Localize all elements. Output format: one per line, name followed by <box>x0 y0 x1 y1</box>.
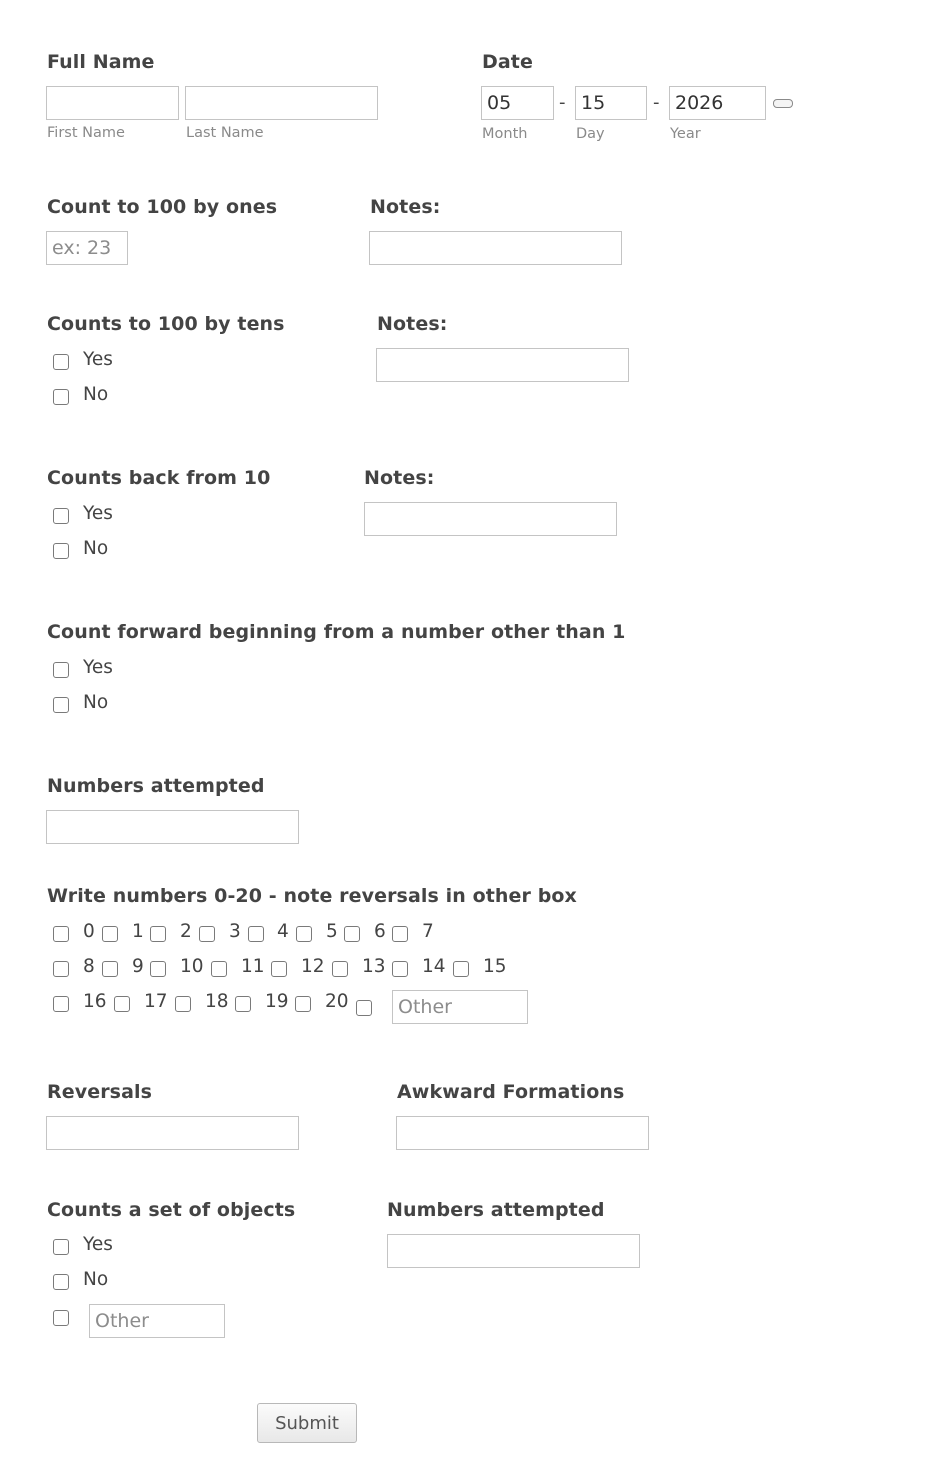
number-2-label: 2 <box>180 921 192 942</box>
month-sublabel: Month <box>482 126 528 142</box>
count-back-yes-label: Yes <box>83 503 113 524</box>
number-13-checkbox[interactable] <box>332 961 348 977</box>
counts-set-other-checkbox[interactable] <box>53 1310 69 1326</box>
count-back-notes-label: Notes: <box>364 467 435 489</box>
count-ones-input[interactable] <box>46 231 128 265</box>
number-3-checkbox[interactable] <box>199 926 215 942</box>
day-sublabel: Day <box>576 126 605 142</box>
count-back-notes-input[interactable] <box>364 502 617 536</box>
count-back-label: Counts back from 10 <box>47 467 271 489</box>
count-tens-notes-input[interactable] <box>376 348 629 382</box>
awkward-formations-input[interactable] <box>396 1116 649 1150</box>
number-16-checkbox[interactable] <box>53 996 69 1012</box>
number-0-checkbox[interactable] <box>53 926 69 942</box>
number-13-label: 13 <box>362 956 386 977</box>
month-input[interactable] <box>481 86 554 120</box>
first-name-sublabel: First Name <box>47 125 125 141</box>
number-18-label: 18 <box>205 991 229 1012</box>
number-11-checkbox[interactable] <box>211 961 227 977</box>
reversals-label: Reversals <box>47 1081 153 1103</box>
number-0-label: 0 <box>83 921 95 942</box>
first-name-input[interactable] <box>46 86 179 120</box>
number-1-label: 1 <box>132 921 144 942</box>
number-17-label: 17 <box>144 991 168 1012</box>
count-forward-yes-label: Yes <box>83 657 113 678</box>
number-9-label: 9 <box>132 956 144 977</box>
number-20-label: 20 <box>325 991 349 1012</box>
number-2-checkbox[interactable] <box>150 926 166 942</box>
number-other-input[interactable] <box>392 990 528 1024</box>
count-tens-no-label: No <box>83 384 109 405</box>
number-3-label: 3 <box>229 921 241 942</box>
number-10-checkbox[interactable] <box>150 961 166 977</box>
year-sublabel: Year <box>670 126 701 142</box>
number-6-checkbox[interactable] <box>344 926 360 942</box>
number-19-label: 19 <box>265 991 289 1012</box>
last-name-sublabel: Last Name <box>186 125 264 141</box>
count-forward-label: Count forward beginning from a number other than 1 <box>47 621 626 643</box>
number-12-checkbox[interactable] <box>271 961 287 977</box>
count-tens-label: Counts to 100 by tens <box>47 313 285 335</box>
date-separator: - <box>559 92 566 113</box>
number-4-label: 4 <box>277 921 289 942</box>
count-tens-yes-label: Yes <box>83 349 113 370</box>
count-tens-yes-checkbox[interactable] <box>53 354 69 370</box>
count-forward-no-label: No <box>83 692 109 713</box>
counts-set-no-label: No <box>83 1269 109 1290</box>
number-other-checkbox[interactable] <box>356 1000 372 1016</box>
counts-set-label: Counts a set of objects <box>47 1199 296 1221</box>
last-name-input[interactable] <box>185 86 378 120</box>
number-20-checkbox[interactable] <box>295 996 311 1012</box>
date-separator: - <box>653 92 660 113</box>
counts-set-no-checkbox[interactable] <box>53 1274 69 1290</box>
date-label: Date <box>482 51 533 73</box>
calendar-icon[interactable] <box>773 99 793 108</box>
write-numbers-label: Write numbers 0-20 - note reversals in other box <box>47 885 577 907</box>
number-11-label: 11 <box>241 956 265 977</box>
count-back-no-checkbox[interactable] <box>53 543 69 559</box>
counts-set-numbers-attempted-input[interactable] <box>387 1234 640 1268</box>
count-tens-no-checkbox[interactable] <box>53 389 69 405</box>
number-7-label: 7 <box>422 921 434 942</box>
number-15-label: 15 <box>483 956 507 977</box>
number-9-checkbox[interactable] <box>102 961 118 977</box>
number-18-checkbox[interactable] <box>175 996 191 1012</box>
counts-set-yes-label: Yes <box>83 1234 113 1255</box>
count-back-no-label: No <box>83 538 109 559</box>
count-ones-label: Count to 100 by ones <box>47 196 278 218</box>
count-forward-yes-checkbox[interactable] <box>53 662 69 678</box>
count-forward-no-checkbox[interactable] <box>53 697 69 713</box>
year-input[interactable] <box>669 86 766 120</box>
number-4-checkbox[interactable] <box>248 926 264 942</box>
number-8-checkbox[interactable] <box>53 961 69 977</box>
number-5-label: 5 <box>326 921 338 942</box>
reversals-input[interactable] <box>46 1116 299 1150</box>
number-17-checkbox[interactable] <box>114 996 130 1012</box>
day-input[interactable] <box>575 86 647 120</box>
number-16-label: 16 <box>83 991 107 1012</box>
number-1-checkbox[interactable] <box>102 926 118 942</box>
number-6-label: 6 <box>374 921 386 942</box>
numbers-attempted-label: Numbers attempted <box>47 775 265 797</box>
submit-button[interactable]: Submit <box>257 1403 357 1443</box>
number-12-label: 12 <box>301 956 325 977</box>
counts-set-yes-checkbox[interactable] <box>53 1239 69 1255</box>
count-tens-notes-label: Notes: <box>377 313 448 335</box>
count-back-yes-checkbox[interactable] <box>53 508 69 524</box>
number-14-label: 14 <box>422 956 446 977</box>
numbers-attempted-input[interactable] <box>46 810 299 844</box>
awkward-formations-label: Awkward Formations <box>397 1081 625 1103</box>
number-14-checkbox[interactable] <box>392 961 408 977</box>
number-19-checkbox[interactable] <box>235 996 251 1012</box>
counts-set-numbers-attempted-label: Numbers attempted <box>387 1199 605 1221</box>
number-8-label: 8 <box>83 956 95 977</box>
number-10-label: 10 <box>180 956 204 977</box>
count-ones-notes-input[interactable] <box>369 231 622 265</box>
full-name-label: Full Name <box>47 51 155 73</box>
number-15-checkbox[interactable] <box>453 961 469 977</box>
number-7-checkbox[interactable] <box>392 926 408 942</box>
number-5-checkbox[interactable] <box>296 926 312 942</box>
count-ones-notes-label: Notes: <box>370 196 441 218</box>
counts-set-other-input[interactable] <box>89 1304 225 1338</box>
